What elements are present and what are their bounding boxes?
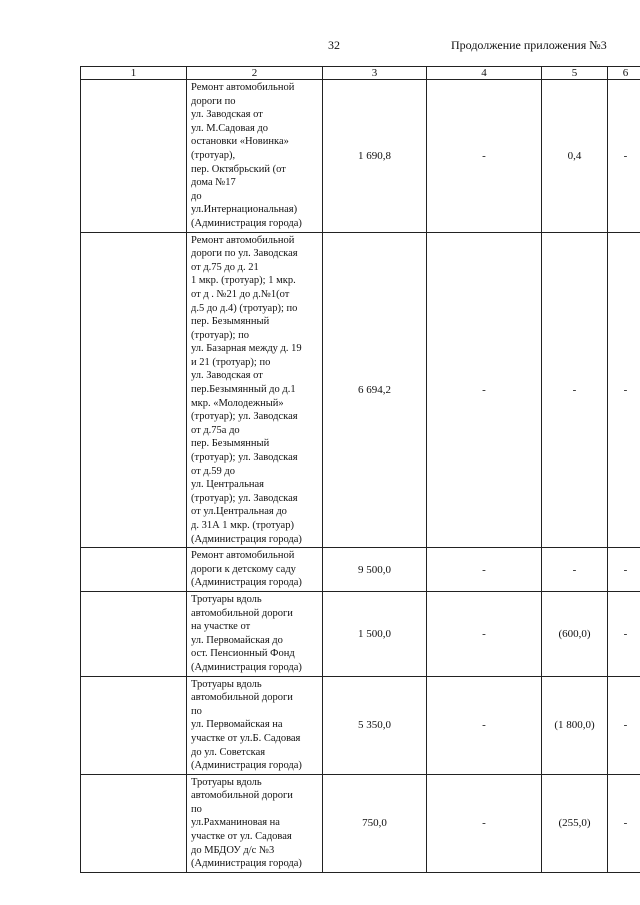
cell-col4: - bbox=[427, 676, 542, 774]
cell-col3: 6 694,2 bbox=[323, 232, 427, 548]
cell-col3: 5 350,0 bbox=[323, 676, 427, 774]
description-line: д. 31А 1 мкр. (тротуар) bbox=[191, 520, 294, 531]
description-line: и 21 (тротуар); по bbox=[191, 356, 271, 368]
cell-col6: - bbox=[608, 548, 640, 592]
appendix-table bbox=[80, 66, 640, 873]
description-line: участке от ул. Садовая bbox=[191, 831, 292, 843]
table-row bbox=[81, 80, 640, 233]
cell-description bbox=[187, 774, 323, 872]
column-header: 3 bbox=[323, 67, 427, 80]
continuation-title: Продолжение приложения №3 bbox=[451, 38, 607, 52]
table-row bbox=[81, 774, 640, 872]
cell-col6: - bbox=[608, 774, 640, 872]
description-line: остановки «Новинка» bbox=[191, 136, 289, 148]
description-line: (тротуар), bbox=[191, 149, 236, 161]
description-line: Тротуары вдоль bbox=[191, 678, 262, 690]
description-line: Ремонт автомобильной bbox=[191, 234, 295, 246]
cell-col1 bbox=[81, 232, 187, 548]
cell-col6: - bbox=[608, 591, 640, 676]
description-line: участке от ул.Б. Садовая bbox=[191, 732, 301, 744]
cell-description bbox=[187, 80, 323, 233]
cell-col4: - bbox=[427, 591, 542, 676]
description-line: Ремонт автомобильной bbox=[191, 82, 295, 93]
cell-col4: - bbox=[427, 548, 542, 592]
table-row bbox=[81, 591, 640, 676]
description-line: ул. М.Садовая до bbox=[191, 122, 269, 134]
description-line: Тротуары вдоль bbox=[191, 776, 262, 788]
cell-col3: 1 690,8 bbox=[323, 80, 427, 233]
table-row bbox=[81, 232, 640, 548]
cell-col3: 1 500,0 bbox=[323, 591, 427, 676]
description-line: ул. Базарная между д. 19 bbox=[191, 343, 302, 355]
description-line: (Администрация города) bbox=[191, 577, 302, 589]
cell-col5: (255,0) bbox=[542, 774, 608, 872]
description-line: (тротуар); по bbox=[191, 329, 249, 341]
table-row bbox=[81, 676, 640, 774]
description-line: ул. Первомайская на bbox=[191, 719, 283, 731]
description-line: (Администрация города) bbox=[191, 533, 302, 545]
description-line: дороги по ул. Заводская bbox=[191, 248, 298, 260]
description-line: ул. Заводская от bbox=[191, 370, 263, 382]
description-line: ул. Заводская от bbox=[191, 109, 263, 121]
column-header: 1 bbox=[81, 67, 187, 80]
cell-col1 bbox=[81, 80, 187, 233]
description-line: пер. Октябрьский (от bbox=[191, 163, 286, 175]
description-line: ул.Интернациональная) bbox=[191, 204, 298, 216]
cell-col4: - bbox=[427, 80, 542, 233]
description-line: до bbox=[191, 190, 202, 202]
cell-col5: 0,4 bbox=[542, 80, 608, 233]
column-header: 4 bbox=[427, 67, 542, 80]
description-line: автомобильной дороги bbox=[191, 607, 293, 619]
description-line: пер.Безымянный до д.1 bbox=[191, 384, 296, 396]
description-line: Ремонт автомобильной bbox=[191, 550, 295, 562]
cell-col6: - bbox=[608, 80, 640, 233]
description-line: (тротуар); ул. Заводская bbox=[191, 492, 298, 504]
description-line: Тротуары вдоль bbox=[191, 593, 262, 605]
description-line: ул.Рахманиновая на bbox=[191, 817, 280, 829]
page-number: 32 bbox=[328, 38, 340, 52]
description-line: дороги к детскому саду bbox=[191, 563, 296, 575]
description-line: по bbox=[191, 705, 202, 717]
description-line: ост. Пенсионный Фонд bbox=[191, 648, 295, 660]
description-line: автомобильной дороги bbox=[191, 790, 293, 802]
cell-col6: - bbox=[608, 676, 640, 774]
description-line: от д . №21 до д.№1(от bbox=[191, 288, 290, 300]
cell-col1 bbox=[81, 548, 187, 592]
description-line: мкр. «Молодежный» bbox=[191, 397, 284, 409]
cell-col4: - bbox=[427, 774, 542, 872]
description-line: от д.75а до bbox=[191, 424, 240, 436]
cell-col5: (600,0) bbox=[542, 591, 608, 676]
cell-col1 bbox=[81, 774, 187, 872]
description-line: на участке от bbox=[191, 621, 251, 633]
description-line: (Администрация города) bbox=[191, 858, 302, 870]
description-line: (тротуар); ул. Заводская bbox=[191, 452, 298, 464]
description-line: (Администрация города) bbox=[191, 217, 302, 229]
description-line: до МБДОУ д/с №3 bbox=[191, 844, 275, 856]
description-line: (тротуар); ул. Заводская bbox=[191, 411, 298, 423]
cell-col5: (1 800,0) bbox=[542, 676, 608, 774]
description-line: ул. Центральная bbox=[191, 479, 264, 491]
column-header: 5 bbox=[542, 67, 608, 80]
cell-col3: 750,0 bbox=[323, 774, 427, 872]
description-line: (Администрация города) bbox=[191, 661, 302, 673]
description-line: 1 мкр. (тротуар); 1 мкр. bbox=[191, 275, 296, 287]
description-line: (Администрация города) bbox=[191, 760, 302, 772]
description-line: от ул.Центральная до bbox=[191, 506, 287, 518]
cell-description bbox=[187, 232, 323, 548]
description-line: по bbox=[191, 803, 202, 815]
cell-col3: 9 500,0 bbox=[323, 548, 427, 592]
description-line: пер. Безымянный bbox=[191, 316, 270, 328]
cell-description bbox=[187, 676, 323, 774]
cell-col4: - bbox=[427, 232, 542, 548]
description-line: от д.59 до bbox=[191, 465, 236, 477]
description-line: автомобильной дороги bbox=[191, 692, 293, 704]
table-row bbox=[81, 548, 640, 592]
column-number-row bbox=[81, 67, 640, 80]
cell-col5: - bbox=[542, 232, 608, 548]
column-header: 6 bbox=[608, 67, 640, 80]
cell-col5: - bbox=[542, 548, 608, 592]
description-line: до ул. Советская bbox=[191, 746, 266, 758]
description-line: дороги по bbox=[191, 95, 236, 107]
cell-col1 bbox=[81, 676, 187, 774]
cell-description bbox=[187, 591, 323, 676]
description-line: пер. Безымянный bbox=[191, 438, 270, 450]
description-line: дома №17 bbox=[191, 177, 236, 189]
cell-col1 bbox=[81, 591, 187, 676]
description-line: д.5 до д.4) (тротуар); по bbox=[191, 302, 298, 314]
cell-col6: - bbox=[608, 232, 640, 548]
column-header: 2 bbox=[187, 67, 323, 80]
description-line: от д.75 до д. 21 bbox=[191, 261, 259, 273]
cell-description bbox=[187, 548, 323, 592]
description-line: ул. Первомайская до bbox=[191, 634, 283, 646]
